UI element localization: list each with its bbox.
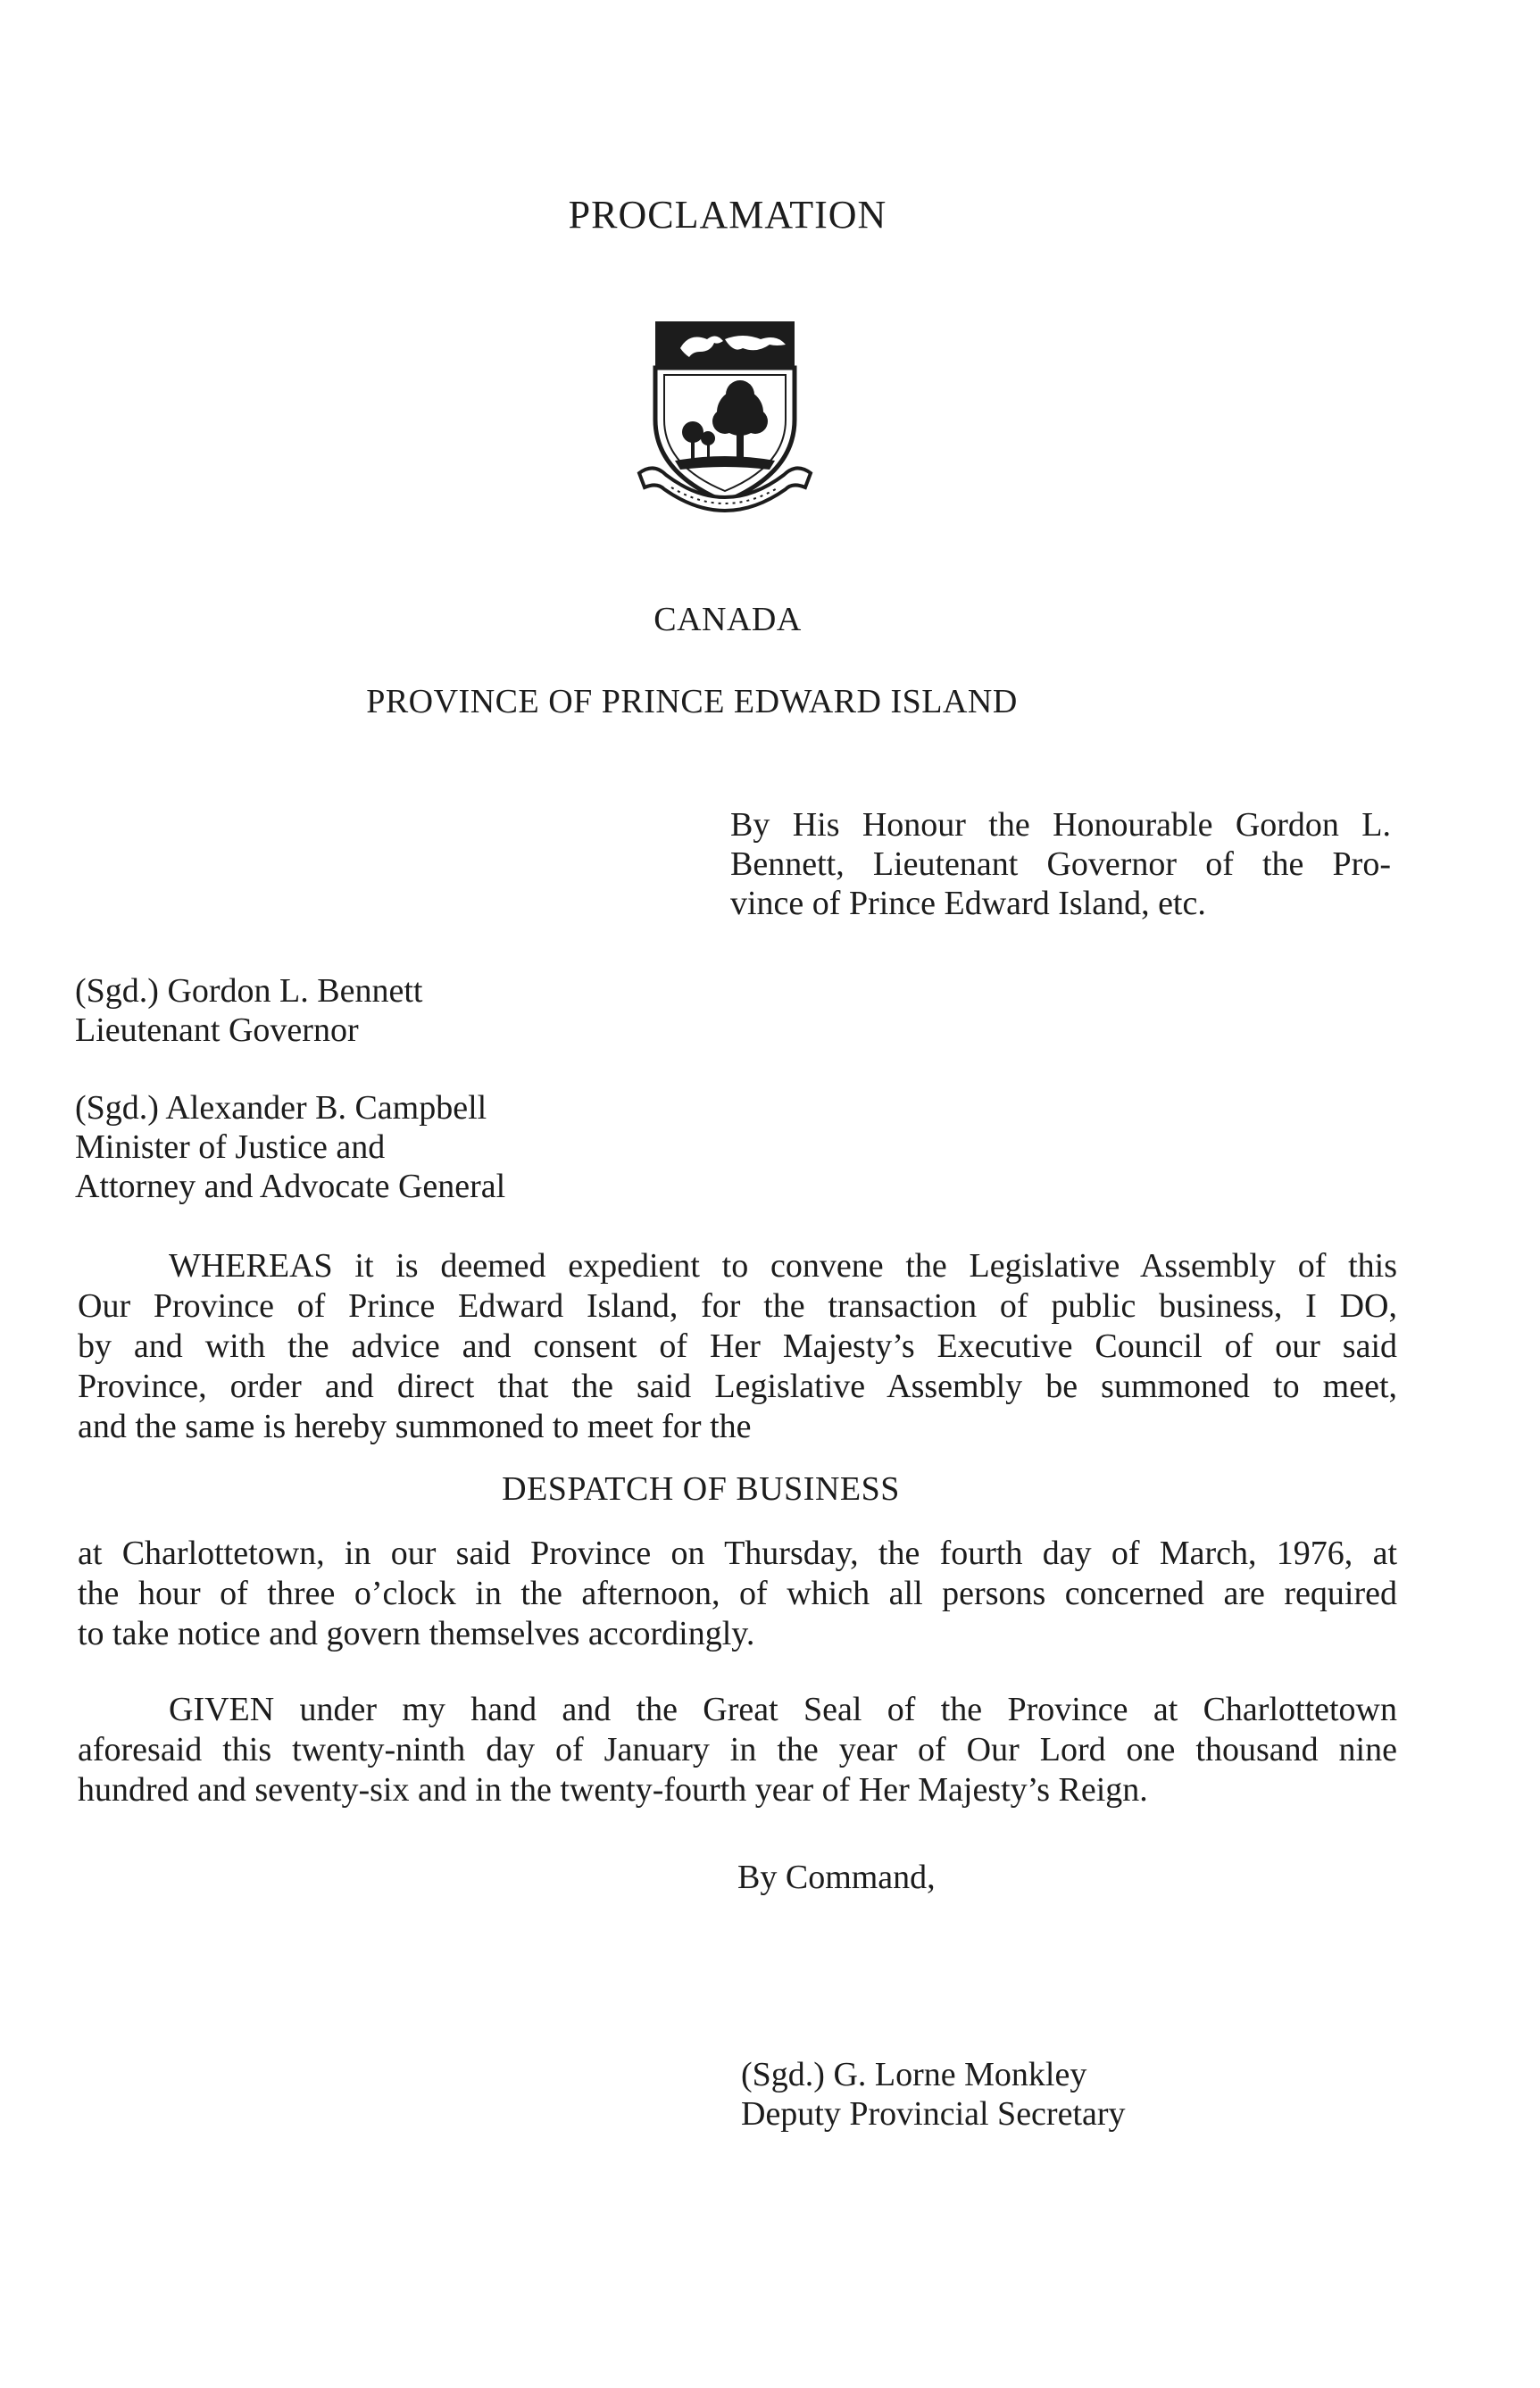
authority-line: By His Honour the Honourable Gordon L. — [730, 806, 1391, 844]
proclamation-title: PROCLAMATION — [568, 193, 887, 237]
coat-of-arms-icon — [636, 312, 814, 518]
signatory-name: (Sgd.) Alexander B. Campbell — [75, 1089, 487, 1127]
signatory-name: (Sgd.) G. Lorne Monkley — [741, 2056, 1087, 2093]
paragraph-line: aforesaid this twenty-ninth day of January in the year of Our Lord one thousand nine — [78, 1731, 1397, 1768]
meeting-paragraph — [78, 1534, 1397, 1654]
paragraph-line: Province, order and direct that the said Legislative Assembly be summoned to meet, — [78, 1368, 1397, 1405]
governor-signature-block — [75, 971, 422, 1050]
given-paragraph — [78, 1690, 1397, 1810]
signatory-title: Attorney and Advocate General — [75, 1168, 506, 1205]
paragraph-line: WHEREAS it is deemed expedient to convene the Legislative Assembly of this — [169, 1247, 1397, 1285]
signatory-title: Deputy Provincial Secretary — [741, 2095, 1126, 2133]
paragraph-line: at Charlottetown, in our said Province on Thursday, the fourth day of March, 1976, at — [78, 1535, 1397, 1572]
signatory-name: (Sgd.) Gordon L. Bennett — [75, 972, 423, 1010]
country-heading: CANADA — [653, 601, 802, 638]
paragraph-line: Our Province of Prince Edward Island, for the transaction of public business, I DO, — [78, 1287, 1397, 1325]
paragraph-line: hundred and seventy-six and in the twenty-fourth year of Her Majesty’s Reign. — [78, 1771, 1148, 1809]
paragraph-line: and the same is hereby summoned to meet for the — [78, 1408, 752, 1445]
paragraph-line: GIVEN under my hand and the Great Seal of the Province at Charlottetown — [169, 1691, 1397, 1728]
authority-line: vince of Prince Edward Island, etc. — [730, 885, 1206, 922]
by-command: By Command, — [737, 1859, 936, 1896]
despatch-heading: DESPATCH OF BUSINESS — [502, 1470, 900, 1508]
authority-block — [730, 805, 1391, 923]
signatory-title: Lieutenant Governor — [75, 1011, 359, 1049]
minister-signature-block — [75, 1088, 505, 1206]
paragraph-line: to take notice and govern themselves accordingly. — [78, 1615, 755, 1652]
paragraph-line: the hour of three o’clock in the afternoon, of which all persons concerned are required — [78, 1575, 1397, 1612]
secretary-signature-block — [741, 2055, 1126, 2134]
whereas-paragraph — [78, 1246, 1397, 1447]
signatory-title: Minister of Justice and — [75, 1128, 386, 1166]
province-heading: PROVINCE OF PRINCE EDWARD ISLAND — [366, 683, 1018, 720]
paragraph-line: by and with the advice and consent of Her Majesty’s Executive Council of our said — [78, 1327, 1397, 1365]
authority-line: Bennett, Lieutenant Governor of the Pro- — [730, 845, 1391, 883]
